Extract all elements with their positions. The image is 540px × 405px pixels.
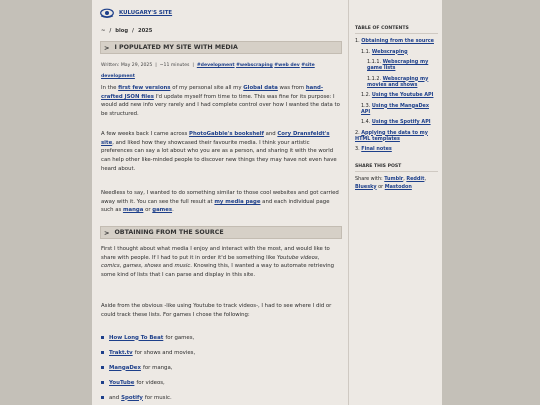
text: music <box>174 263 191 270</box>
text: In the <box>101 85 119 91</box>
page <box>92 0 442 405</box>
bullet-icon <box>101 366 104 369</box>
text: and <box>263 131 278 137</box>
meta-separator: | <box>192 63 194 68</box>
toc-item <box>355 130 438 142</box>
text: was from <box>277 85 306 91</box>
toc-item <box>355 103 438 115</box>
toc-number: 1.4. <box>361 119 371 125</box>
breadcrumb-separator: / <box>109 28 112 34</box>
text: , <box>140 263 145 270</box>
text: for manga, <box>142 364 173 371</box>
section-heading <box>100 226 342 239</box>
toc-number: 2. <box>355 129 360 136</box>
text: , <box>317 254 320 261</box>
toc-number: 1.3. <box>361 102 371 109</box>
toc-link[interactable]: Obtaining from the source <box>361 38 434 44</box>
toc-number: 1. <box>355 38 360 44</box>
text: games <box>123 263 141 270</box>
bullet-icon <box>101 381 104 384</box>
cory-dransfeldt-link[interactable]: Cory Dransfeldt's site <box>101 131 330 146</box>
manga-link[interactable]: manga <box>122 207 144 214</box>
text: shows <box>144 263 161 270</box>
toc-item <box>355 76 438 88</box>
text: Needless to say, I wanted to do something similar to those cool websites and got carried away with it. You can see the full result at <box>101 190 339 205</box>
toc-number: 1.1.2. <box>367 75 381 82</box>
site-name-link[interactable]: KULUGARY'S SITE <box>119 10 173 16</box>
share-mastodon-link[interactable]: Mastodon <box>384 183 412 190</box>
text: . <box>172 207 174 214</box>
toc-link[interactable]: Using the Youtube API <box>371 92 434 98</box>
paragraph: Aside from the obvious -like using Youtube to track videos-, I had to see where I did or could track these lists. For games I chose the following: <box>101 303 332 318</box>
text: or <box>378 183 384 190</box>
breadcrumb-blog[interactable]: blog <box>115 28 129 34</box>
section-title: OBTAINING FROM THE SOURCE <box>114 229 224 236</box>
media-page-link[interactable]: my media page <box>214 198 261 205</box>
toc-link[interactable]: Using the Spotify API <box>371 119 431 125</box>
text: , <box>119 263 124 270</box>
bullet-icon <box>101 351 104 354</box>
breadcrumb-home[interactable]: ~ <box>101 28 106 34</box>
list-item <box>101 375 341 390</box>
toc-link[interactable]: Using the MangaDex API <box>361 102 429 115</box>
toc-link[interactable]: Webscraping <box>371 48 408 55</box>
json-files-link[interactable]: hand-crafted JSON files <box>101 85 324 100</box>
tag-link[interactable]: #development <box>196 63 235 68</box>
text: A few weeks back I came across <box>101 131 190 137</box>
post-date: Written: May 29, 2025 <box>101 63 153 68</box>
toc-link[interactable]: Applying the data to my HTML templates <box>355 129 428 142</box>
paragraph <box>101 245 341 280</box>
paragraph <box>101 130 341 174</box>
text: First I thought about what media I enjoy and interact with the most, and would like to share with people. If I had to put it in order it'd be something like <box>101 246 330 261</box>
list-item <box>101 390 341 405</box>
chevron-right-icon: > <box>104 43 110 52</box>
bullet-icon <box>101 396 104 399</box>
site-header <box>100 5 172 21</box>
toc-item <box>355 49 438 55</box>
breadcrumb-separator: / <box>132 28 134 34</box>
sidebar <box>348 0 438 405</box>
breadcrumb <box>101 28 152 34</box>
text: Youtube videos <box>277 254 318 261</box>
text: for music. <box>144 394 172 401</box>
reading-time: ~11 minutes <box>159 63 190 68</box>
spotify-link[interactable]: Spotify <box>121 394 143 401</box>
toc-link[interactable]: Final notes <box>361 146 392 152</box>
text: comics <box>101 263 120 270</box>
text: Share with: <box>355 176 385 182</box>
list-item <box>101 345 341 360</box>
youtube-link[interactable]: YouTube <box>109 379 135 386</box>
mangadex-link[interactable]: MangaDex <box>109 364 141 371</box>
text: and each individual page such as <box>101 198 330 214</box>
text: for shows and movies, <box>134 349 196 356</box>
share-links: Share with: Tumblr, Reddit, Bluesky or Mastodon <box>355 176 426 190</box>
post-title: I POPULATED MY SITE WITH MEDIA <box>114 44 238 51</box>
paragraph <box>101 189 341 215</box>
post-meta <box>101 60 341 82</box>
share-reddit-link[interactable]: Reddit <box>406 176 425 182</box>
eye-logo-icon[interactable] <box>100 8 114 18</box>
table-of-contents <box>355 38 438 152</box>
toc-number: 1.2. <box>361 92 371 98</box>
share-bluesky-link[interactable]: Bluesky <box>355 183 377 190</box>
toc-item <box>355 119 438 125</box>
photogabble-link[interactable]: PhotoGabble's bookshelf <box>189 131 264 137</box>
toc-number: 1.1.1. <box>367 59 381 65</box>
text: . Knowing this, I wanted a way to automate retrieving some kind of lists that I can parse and display in this site. <box>101 263 335 279</box>
tag-link[interactable]: #webscraping <box>236 63 273 68</box>
share-tumblr-link[interactable]: Tumblr <box>384 176 404 182</box>
list-item <box>101 360 341 375</box>
toc-item <box>355 59 438 71</box>
chevron-right-icon: > <box>104 228 110 237</box>
games-link[interactable]: games <box>152 207 173 214</box>
text: , and liked how they showcased their favourite media. I think your artistic preferences can say a lot about who you are as a person, and sharing it with the world can help other like-minded people to discover new things they may have not even have heard about. <box>101 139 337 172</box>
trakt-link[interactable]: Trakt.tv <box>109 349 133 356</box>
toc-link[interactable]: Webscraping my movies and shows <box>367 75 429 88</box>
global-data-link[interactable]: Global data <box>243 85 278 91</box>
toc-item <box>355 92 438 98</box>
text: of my personal site all my <box>170 85 244 91</box>
first-versions-link[interactable]: first few versions <box>118 85 171 91</box>
post-title-bar <box>100 41 342 54</box>
breadcrumb-year[interactable]: 2025 <box>137 28 153 34</box>
text: or <box>143 207 153 214</box>
text: I'd update myself from time to time. This was fine for its purpose: I would add new info very rarely and I had complete control over how I wanted the data to be structured. <box>101 93 340 118</box>
meta-separator: | <box>155 63 157 68</box>
text: for games, <box>165 334 195 341</box>
paragraph <box>101 84 341 119</box>
share-title: SHARE THIS POST <box>355 164 438 172</box>
toc-title: TABLE OF CONTENTS <box>355 26 438 34</box>
sources-list <box>101 330 341 405</box>
list-item <box>101 330 341 345</box>
toc-number: 3. <box>355 146 360 152</box>
toc-item <box>355 146 438 152</box>
howlongtobeat-link[interactable]: How Long To Beat <box>109 334 164 341</box>
text: and <box>161 263 175 270</box>
text: and <box>109 394 120 401</box>
tag-link[interactable]: #web dev <box>274 63 300 68</box>
text: for videos, <box>136 379 165 386</box>
bullet-icon <box>101 336 104 339</box>
toc-link[interactable]: Webscraping my game lists <box>367 59 429 71</box>
toc-item <box>355 38 438 44</box>
tag-link[interactable]: #site development <box>101 63 315 79</box>
toc-number: 1.1. <box>361 48 371 55</box>
